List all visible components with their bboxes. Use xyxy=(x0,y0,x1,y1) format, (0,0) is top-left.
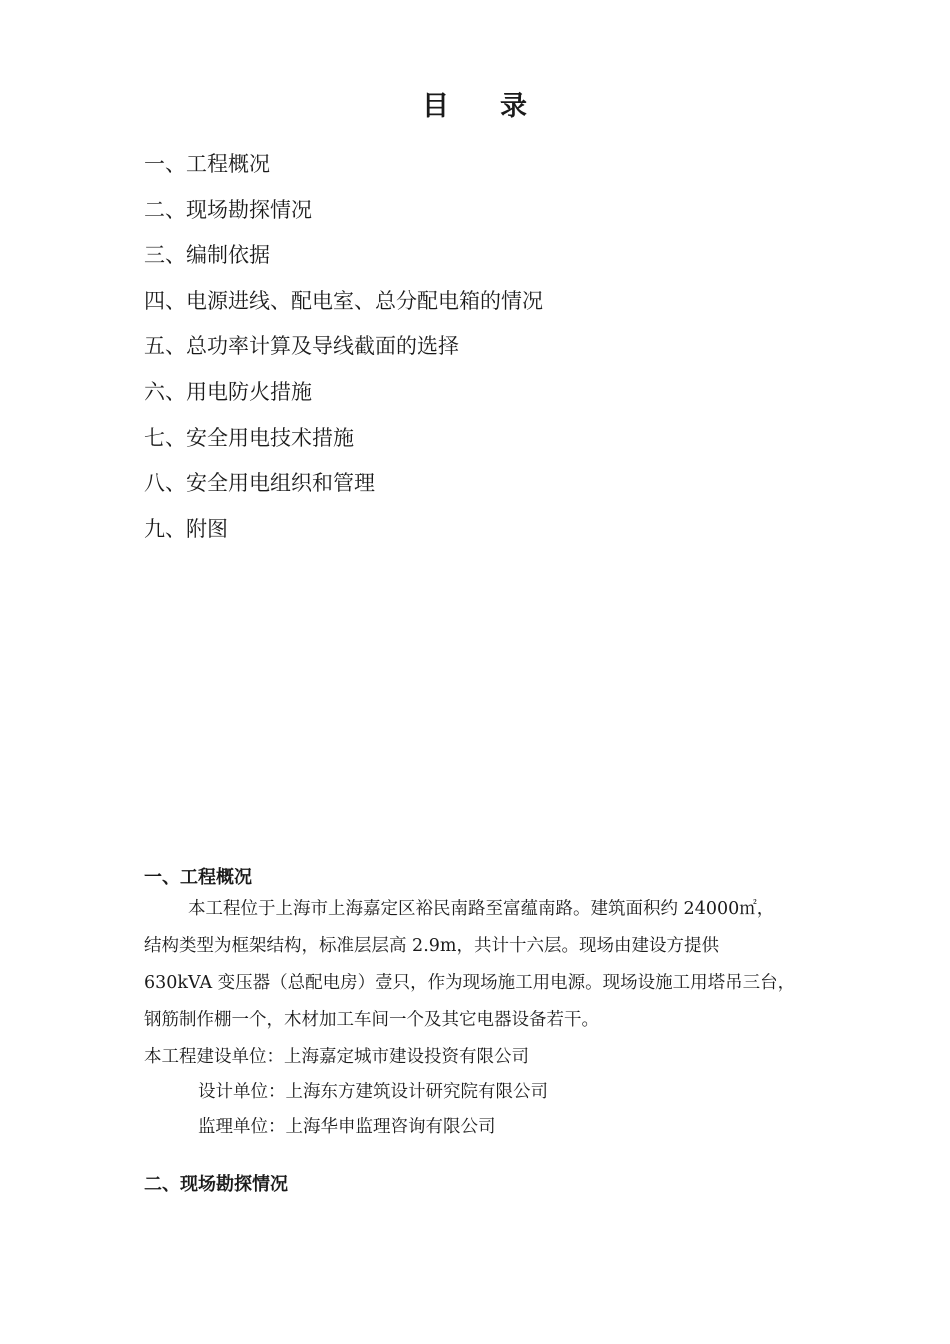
owner-line: 本工程建设单位：上海嘉定城市建设投资有限公司 xyxy=(144,1047,529,1067)
section2-heading: 二、现场勘探情况 xyxy=(144,1174,288,1195)
toc-title xyxy=(0,84,950,123)
paragraph-line: 本工程位于上海市上海嘉定区裕民南路至富蕴南路。建筑面积约 24000㎡， xyxy=(188,899,775,919)
toc-item: 八、安全用电组织和管理 xyxy=(144,471,375,496)
toc-item: 四、电源进线、配电室、总分配电箱的情况 xyxy=(144,288,543,313)
supervisor-line: 监理单位：上海华申监理咨询有限公司 xyxy=(198,1117,496,1137)
toc-item: 二、现场勘探情况 xyxy=(144,197,312,222)
toc-item: 三、编制依据 xyxy=(144,243,270,268)
toc-title-right: 录 xyxy=(500,91,528,122)
toc-item: 一、工程概况 xyxy=(144,152,270,176)
section1-heading: 一、工程概况 xyxy=(144,867,252,888)
paragraph-line: 钢筋制作棚一个，木材加工车间一个及其它电器设备若干。 xyxy=(144,1010,599,1030)
toc-item: 九、附图 xyxy=(144,516,228,541)
section1-paragraph xyxy=(144,891,809,1039)
paragraph-line: 630kVA 变压器（总配电房）壹只，作为现场施工用电源。现场设施工用塔吊三台， xyxy=(144,973,796,993)
toc-list xyxy=(144,146,543,556)
toc-item: 六、用电防火措施 xyxy=(144,379,312,404)
paragraph-line: 结构类型为框架结构，标准层层高 2.9m，共计十六层。现场由建设方提供 xyxy=(144,936,719,956)
designer-line: 设计单位：上海东方建筑设计研究院有限公司 xyxy=(198,1082,548,1102)
toc-item: 七、安全用电技术措施 xyxy=(144,425,354,450)
toc-title-left: 目 xyxy=(422,91,450,122)
toc-item: 五、总功率计算及导线截面的选择 xyxy=(144,334,459,359)
